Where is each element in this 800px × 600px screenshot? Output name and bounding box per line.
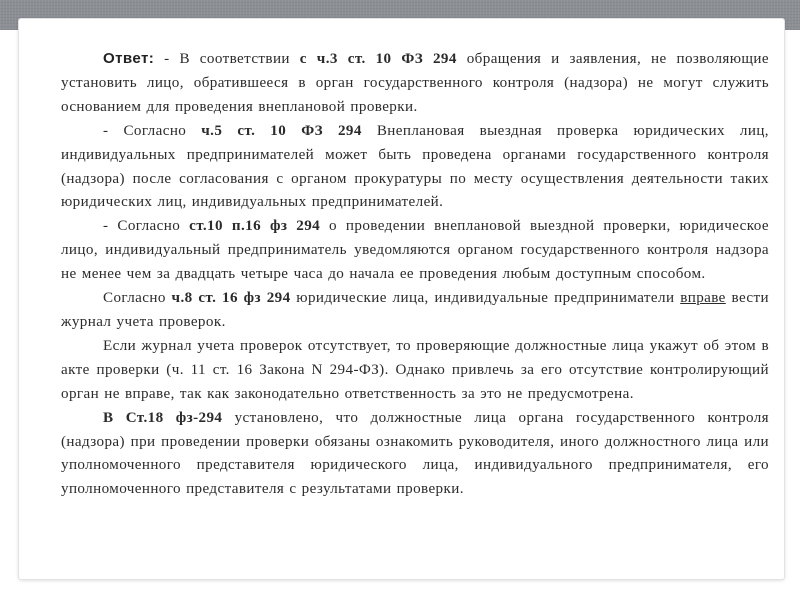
paragraph-inspection-journal [61,287,769,335]
law-reference: В Ст.18 фз-294 [103,409,223,426]
paragraph-text: юридические лица, индивидуальные предприниматели [290,290,681,307]
law-reference: с ч.3 ст. 10 ФЗ 294 [299,51,457,67]
paragraph-text: обращения и заявления, не позволяющие установить лицо, обратившееся в орган государственного контроля (надзора) не могут служить основанием для проведения внеплановой проверки. [61,51,769,115]
paragraph-missing-journal [61,335,769,407]
paragraph-unscheduled-inspection [61,120,769,216]
paragraph-text: вести журнал учета проверок. [61,290,770,330]
answer-label: Ответ: [103,50,155,67]
paragraph-text: - Согласно [103,122,202,139]
law-reference: ч.8 ст. 16 фз 294 [171,290,291,307]
paragraph-text: - В соответствии [154,51,300,67]
paragraph-text: о проведении внеплановой выездной проверки, юридическое лицо, индивидуальный предприниматель уведомляются органом государственного контроля надзора не менее чем за двадцать четыре часа до начала ее проведения любым доступным способом. [61,218,769,283]
law-reference: ст.10 п.16 фз 294 [189,218,321,235]
law-reference: ч.5 ст. 10 ФЗ 294 [201,122,362,139]
paragraph-text: установлено, что должностные лица органа государственного контроля (надзора) при проведении проверки обязаны ознакомить руководителя, иного должностного лица или уполномоченного представителя юридического лица, индивидуального предпринимателя, его уполномоченного представителя с результатами проверки. [61,409,769,498]
paragraph-text: Если журнал учета проверок отсутствует, то проверяющие должностные лица укажут об этом в акте проверки (ч. 11 ст. 16 Закона N 294-ФЗ). Однако привлечь за его отсутствие контролирующий орган не вправе, так как законодательно ответственность за это не предусмотрена. [61,337,769,402]
paragraph-text: - Согласно [103,218,190,235]
paragraph-results [61,407,769,503]
paragraph-notification [61,215,769,287]
underlined-word: вправе [680,290,726,307]
paragraph-answer [61,47,769,120]
paragraph-text: Согласно [103,290,172,307]
paragraph-text: Внеплановая выездная проверка юридических лиц, индивидуальных предпринимателей может быть проведена органами государственного контроля (надзора) после согласования с органом прокуратуры по месту осуществления деятельности таких юридических лиц, индивидуальных предпринимателей. [61,122,769,211]
answer-text-block [61,47,769,502]
content-frame [19,19,784,579]
